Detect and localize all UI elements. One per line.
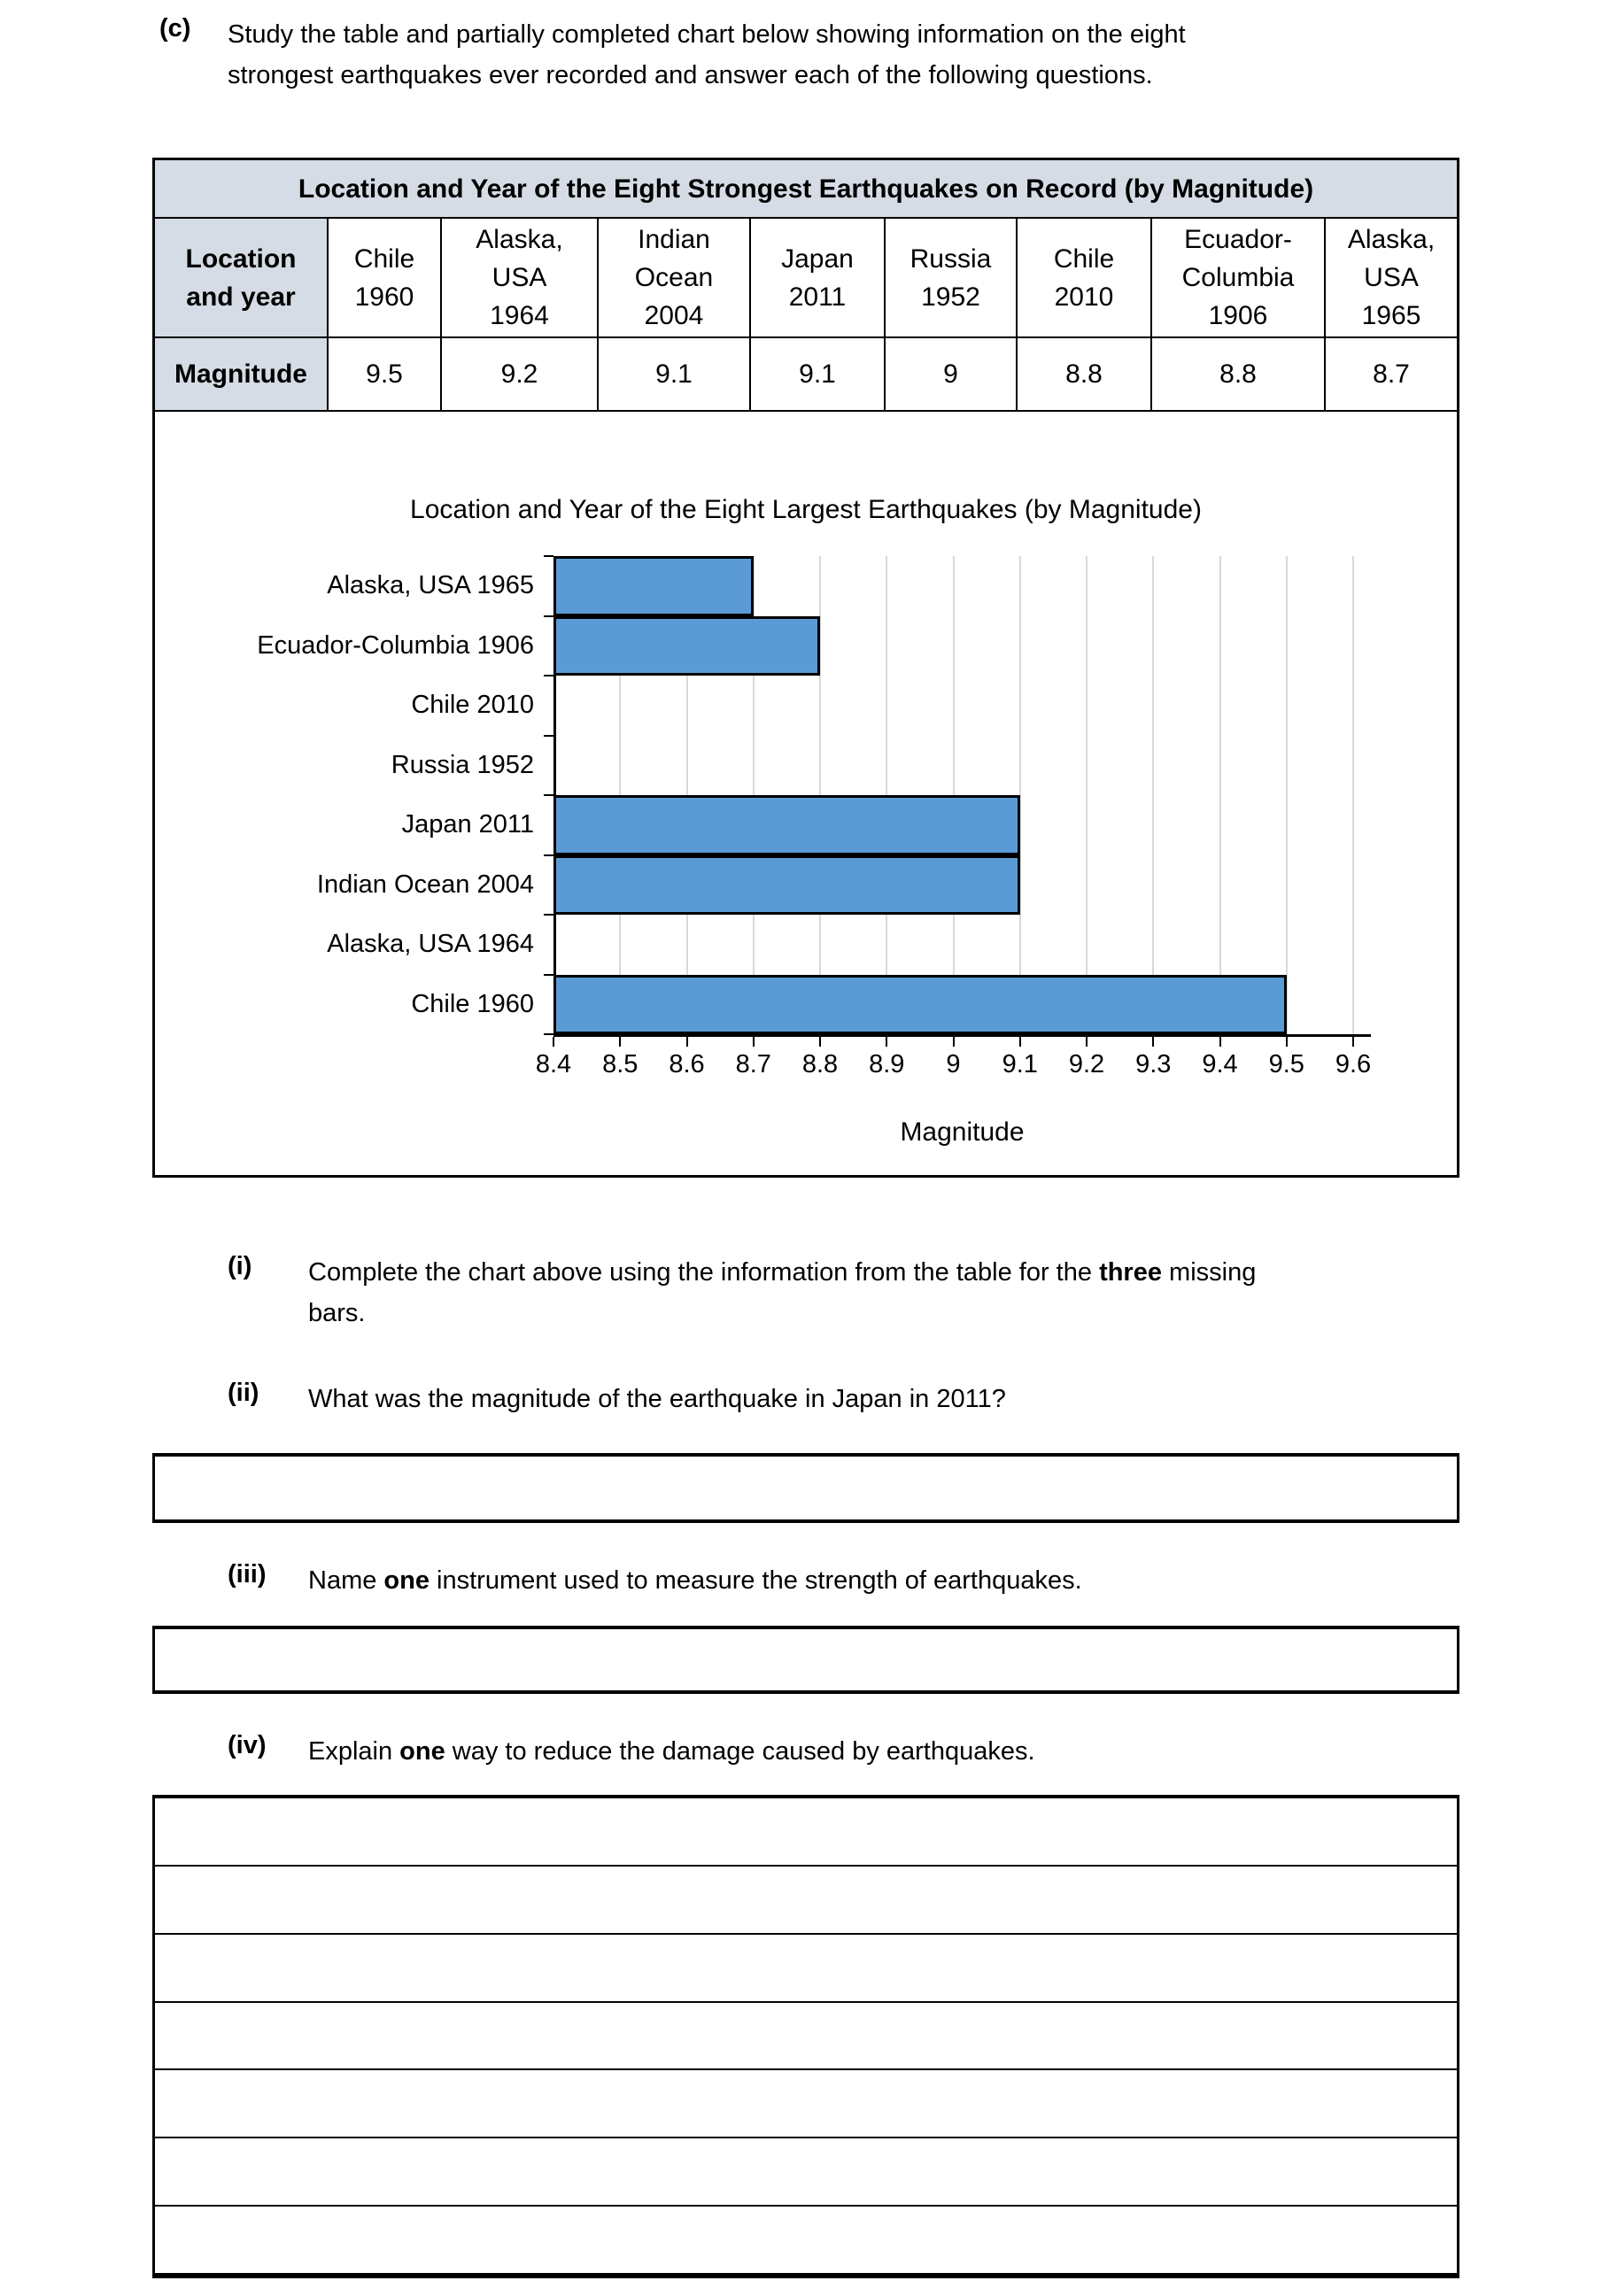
answer-line[interactable] <box>155 2003 1457 2071</box>
y-axis-tick <box>544 555 553 557</box>
question-ii-number: (ii) <box>228 1379 259 1407</box>
location-cell-line: 2004 <box>644 301 704 330</box>
y-axis-tick <box>544 615 553 617</box>
location-cell <box>750 218 885 337</box>
chart-title: Location and Year of the Eight Largest Earthquakes (by Magnitude) <box>410 495 1202 524</box>
chart-gridline <box>1219 556 1221 1034</box>
x-axis-line <box>553 1034 1371 1037</box>
chart-x-tick-label: 8.4 <box>535 1050 572 1078</box>
x-axis-tick <box>686 1037 688 1047</box>
chart-x-tick-label: 9.4 <box>1202 1050 1238 1078</box>
y-axis-tick <box>544 794 553 796</box>
row-header-magnitude: Magnitude <box>155 337 328 411</box>
location-cell <box>598 218 750 337</box>
x-axis-tick <box>619 1037 621 1047</box>
chart-gridline <box>1152 556 1154 1034</box>
location-cell-line: Alaska, <box>1347 225 1436 254</box>
location-cell-line: 2010 <box>1054 282 1114 312</box>
question-i-text-part: missing <box>1161 1258 1257 1287</box>
chart-x-axis-title: Magnitude <box>900 1117 1025 1147</box>
row-header-location <box>155 218 328 337</box>
location-cell-line: 1960 <box>354 282 414 312</box>
answer-line[interactable] <box>155 1798 1457 1867</box>
chart-gridline <box>1352 556 1354 1034</box>
chart-x-tick-label: 8.5 <box>602 1050 639 1078</box>
question-i-text <box>308 1252 1459 1334</box>
chart-x-tick-label: 9.5 <box>1268 1050 1304 1078</box>
x-axis-tick <box>1286 1037 1288 1047</box>
location-cell-line: Chile <box>353 244 415 274</box>
chart-x-tick-label: 9 <box>946 1050 961 1078</box>
chart-category-label: Japan 2011 <box>401 810 534 839</box>
magnitude-cell: 8.8 <box>1017 337 1151 411</box>
chart-x-tick-label: 9.3 <box>1135 1050 1172 1078</box>
chart-bar <box>553 855 1020 916</box>
earthquake-table <box>155 160 1457 412</box>
chart-x-tick-label: 8.9 <box>869 1050 905 1078</box>
answer-line[interactable] <box>155 1867 1457 1935</box>
location-cell-line: USA <box>492 263 547 292</box>
question-i-text-part: Complete the chart above using the information from the table for the <box>308 1258 1100 1287</box>
y-axis-tick <box>544 675 553 676</box>
question-iv-text-part: way to reduce the damage caused by earthquakes. <box>445 1737 1035 1766</box>
question-i-text-part: bars. <box>308 1299 366 1327</box>
question-iv-text-part: Explain <box>308 1737 400 1766</box>
x-axis-tick <box>753 1037 755 1047</box>
location-cell-line: 1906 <box>1208 301 1268 330</box>
answer-line[interactable] <box>155 1935 1457 2003</box>
x-axis-tick <box>1019 1037 1021 1047</box>
chart-category-label: Alaska, USA 1965 <box>327 571 534 599</box>
chart-category-label: Chile 1960 <box>411 989 534 1018</box>
location-cell-line: Columbia <box>1181 263 1295 292</box>
chart-bar <box>553 616 820 676</box>
chart-category-labels <box>155 556 534 1034</box>
x-axis-tick <box>819 1037 821 1047</box>
chart-category-label: Indian Ocean 2004 <box>316 870 534 899</box>
question-iv-number: (iv) <box>228 1731 267 1759</box>
magnitude-cell: 9 <box>885 337 1017 411</box>
location-cell-line: Alaska, <box>476 225 563 254</box>
y-axis-tick <box>544 914 553 916</box>
chart-plot-area <box>553 556 1371 1034</box>
chart-category-label: Ecuador-Columbia 1906 <box>257 630 534 660</box>
question-iii-text-part: Name <box>308 1566 384 1595</box>
x-axis-tick <box>1219 1037 1221 1047</box>
magnitude-row <box>155 337 1457 411</box>
y-axis-tick <box>544 735 553 737</box>
location-cell <box>328 218 441 337</box>
magnitude-cell: 9.5 <box>328 337 441 411</box>
question-iii-text <box>308 1560 1459 1601</box>
location-cell-line: Chile <box>1053 244 1115 274</box>
location-cell-line: Ecuador- <box>1184 225 1292 254</box>
question-iii-bold-word: one <box>383 1566 430 1595</box>
chart-x-tick-label: 8.6 <box>669 1050 705 1078</box>
answer-line[interactable] <box>155 2138 1457 2207</box>
chart-bar <box>553 975 1287 1035</box>
y-axis-tick <box>544 1033 553 1035</box>
row-header-location-line-2: and year <box>186 282 296 312</box>
question-i-bold-word: three <box>1099 1258 1162 1287</box>
question-c-line-2: strongest earthquakes ever recorded and answer each of the following questions. <box>228 61 1153 89</box>
x-axis-tick <box>1352 1037 1354 1047</box>
chart-bar <box>553 795 1020 855</box>
location-cell-line: 1965 <box>1361 301 1421 330</box>
magnitude-cell: 9.1 <box>598 337 750 411</box>
chart-gridline <box>1086 556 1088 1034</box>
location-cell <box>1017 218 1151 337</box>
location-cell <box>1151 218 1325 337</box>
x-axis-tick <box>886 1037 887 1047</box>
chart-x-tick-label: 9.1 <box>1002 1050 1038 1078</box>
row-header-location-line-1: Location <box>185 244 297 274</box>
chart-gridline <box>1286 556 1288 1034</box>
magnitude-cell: 8.7 <box>1325 337 1457 411</box>
chart-x-tick-label: 9.2 <box>1068 1050 1105 1078</box>
question-i-number: (i) <box>228 1252 252 1280</box>
question-ii-text-part: What was the magnitude of the earthquake in Japan in 2011? <box>308 1385 1006 1413</box>
x-axis-tick <box>1086 1037 1088 1047</box>
answer-line[interactable] <box>155 2207 1457 2273</box>
magnitude-cell: 9.2 <box>441 337 598 411</box>
location-cell <box>441 218 598 337</box>
answer-lines-iv[interactable] <box>152 1795 1459 2278</box>
x-axis-tick <box>1152 1037 1154 1047</box>
magnitude-cell: 9.1 <box>750 337 885 411</box>
y-axis-tick <box>544 854 553 856</box>
question-c-number: (c) <box>159 14 191 43</box>
answer-box-ii[interactable] <box>152 1453 1459 1523</box>
question-ii-text <box>308 1379 1459 1419</box>
x-axis-tick <box>953 1037 955 1047</box>
chart-x-tick-label: 9.6 <box>1335 1050 1372 1078</box>
chart-x-tick-label: 8.7 <box>735 1050 771 1078</box>
location-cell <box>1325 218 1457 337</box>
chart-bar <box>553 556 754 616</box>
question-iv-bold-word: one <box>399 1737 445 1766</box>
chart-x-tick-label: 8.8 <box>801 1050 839 1078</box>
location-cell-line: 1964 <box>490 301 549 330</box>
question-iii-number: (iii) <box>228 1560 267 1589</box>
location-cell-line: Russia <box>909 244 992 274</box>
question-iv-text <box>308 1731 1459 1772</box>
question-iii-text-part: instrument used to measure the strength of earthquakes. <box>429 1566 1082 1595</box>
location-year-row <box>155 218 1457 337</box>
answer-box-iii[interactable] <box>152 1626 1459 1694</box>
location-cell <box>885 218 1017 337</box>
table-and-chart-panel <box>152 158 1459 1178</box>
location-cell-line: USA <box>1364 263 1419 292</box>
bar-chart <box>155 411 1457 1178</box>
chart-category-label: Alaska, USA 1964 <box>327 930 534 958</box>
location-cell-line: Ocean <box>634 263 714 292</box>
chart-category-label: Chile 2010 <box>411 691 534 719</box>
magnitude-cell: 8.8 <box>1151 337 1325 411</box>
table-title: Location and Year of the Eight Strongest Earthquakes on Record (by Magnitude) <box>155 160 1457 218</box>
location-cell-line: 1952 <box>921 282 980 312</box>
y-axis-tick <box>544 974 553 976</box>
location-cell-line: Japan <box>781 244 854 274</box>
chart-category-label: Russia 1952 <box>391 750 534 779</box>
location-cell-line: Indian <box>638 225 710 254</box>
question-c-text <box>228 14 1186 96</box>
x-axis-tick <box>553 1037 554 1047</box>
answer-line[interactable] <box>155 2070 1457 2138</box>
location-cell-line: 2011 <box>788 282 847 312</box>
question-c-line-1: Study the table and partially completed chart below showing information on the eight <box>228 20 1186 49</box>
